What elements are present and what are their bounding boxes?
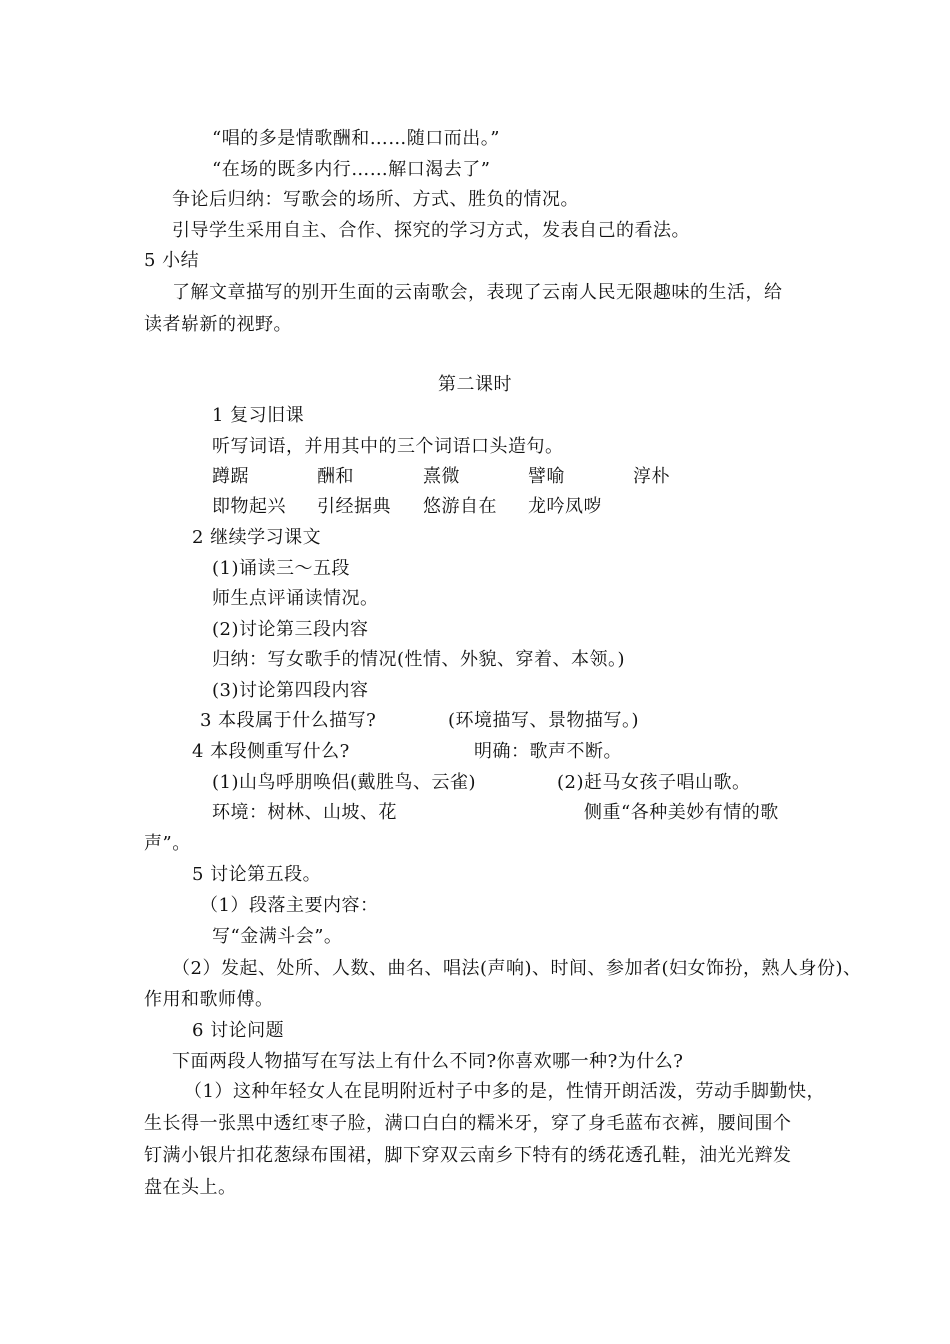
- answer-line: (环境描写、景物描写。): [448, 710, 640, 731]
- list-item: 环境：树林、山坡、花: [212, 802, 397, 823]
- paragraph-line: 生长得一张黑中透红枣子脸，满口白白的糯米牙，穿了身毛蓝布衣裤，腰间围个: [144, 1113, 792, 1134]
- instruction-line: 听写词语，并用其中的三个词语口头造句。: [212, 436, 564, 457]
- vocabulary-word: 淳朴: [633, 466, 670, 487]
- list-item: (1)山鸟呼朋唤侣(戴胜鸟、云雀): [212, 772, 477, 793]
- guidance-line: 引导学生采用自主、合作、探究的学习方式，发表自己的看法。: [172, 220, 690, 241]
- question-line: 下面两段人物描写在写法上有什么不同?你喜欢哪一种?为什么?: [172, 1051, 684, 1072]
- list-item: 师生点评诵读情况。: [212, 588, 379, 609]
- paragraph-line: （2）发起、处所、人数、曲名、唱法(声响)、时间、参加者(妇女饰扮，熟人身份)、: [172, 958, 862, 979]
- paragraph-line: 了解文章描写的别开生面的云南歌会，表现了云南人民无限趣味的生活，给: [172, 282, 783, 303]
- list-item: 侧重“各种美妙有情的歌: [584, 802, 779, 823]
- list-item: 声”。: [144, 833, 191, 854]
- list-item: 归纳：写女歌手的情况(性情、外貌、穿着、本领。): [212, 649, 626, 670]
- section-heading-discussion: 5 讨论第五段。: [192, 864, 322, 885]
- paragraph-line: 盘在头上。: [144, 1177, 237, 1198]
- vocabulary-word: 龙吟凤哕: [528, 496, 602, 517]
- list-item: (2)赶马女孩子唱山歌。: [557, 772, 751, 793]
- quote-line-2: “在场的既多内行……解口渴去了”: [212, 159, 491, 180]
- section-heading-summary: 5 小结: [144, 250, 200, 271]
- question-line: 3 本段属于什么描写?: [200, 710, 377, 731]
- question-line: 4 本段侧重写什么?: [192, 741, 350, 762]
- paragraph-line: 作用和歌师傅。: [144, 989, 274, 1010]
- list-item: (1)诵读三～五段: [212, 558, 350, 579]
- paragraph-line: 钉满小银片扣花葱绿布围裙，脚下穿双云南乡下特有的绣花透孔鞋，油光光辫发: [144, 1145, 792, 1166]
- answer-line: 明确：歌声不断。: [474, 741, 622, 762]
- paragraph-line: （1）这种年轻女人在昆明附近村子中多的是，性情开朗活泼，劳动手脚勤快，: [184, 1081, 825, 1102]
- section-heading-review: 1 复习旧课: [212, 405, 305, 426]
- section-heading-continue: 2 继续学习课文: [192, 527, 322, 548]
- vocabulary-word: 譬喻: [528, 466, 565, 487]
- quote-line-1: “唱的多是情歌酬和……随口而出。”: [212, 128, 500, 149]
- vocabulary-word: 即物起兴: [212, 496, 286, 517]
- lesson-title: 第二课时: [438, 374, 512, 395]
- list-item: （1）段落主要内容：: [200, 895, 379, 916]
- list-item: 写“金满斗会”。: [212, 926, 343, 947]
- list-item: (2)讨论第三段内容: [212, 619, 369, 640]
- paragraph-line: 读者崭新的视野。: [144, 314, 292, 335]
- list-item: (3)讨论第四段内容: [212, 680, 369, 701]
- vocabulary-word: 悠游自在: [423, 496, 497, 517]
- section-heading-questions: 6 讨论问题: [192, 1020, 285, 1041]
- vocabulary-word: 蹲踞: [212, 466, 249, 487]
- vocabulary-word: 酬和: [317, 466, 354, 487]
- vocabulary-word: 熹微: [423, 466, 460, 487]
- summary-line: 争论后归纳：写歌会的场所、方式、胜负的情况。: [172, 189, 579, 210]
- vocabulary-word: 引经据典: [317, 496, 391, 517]
